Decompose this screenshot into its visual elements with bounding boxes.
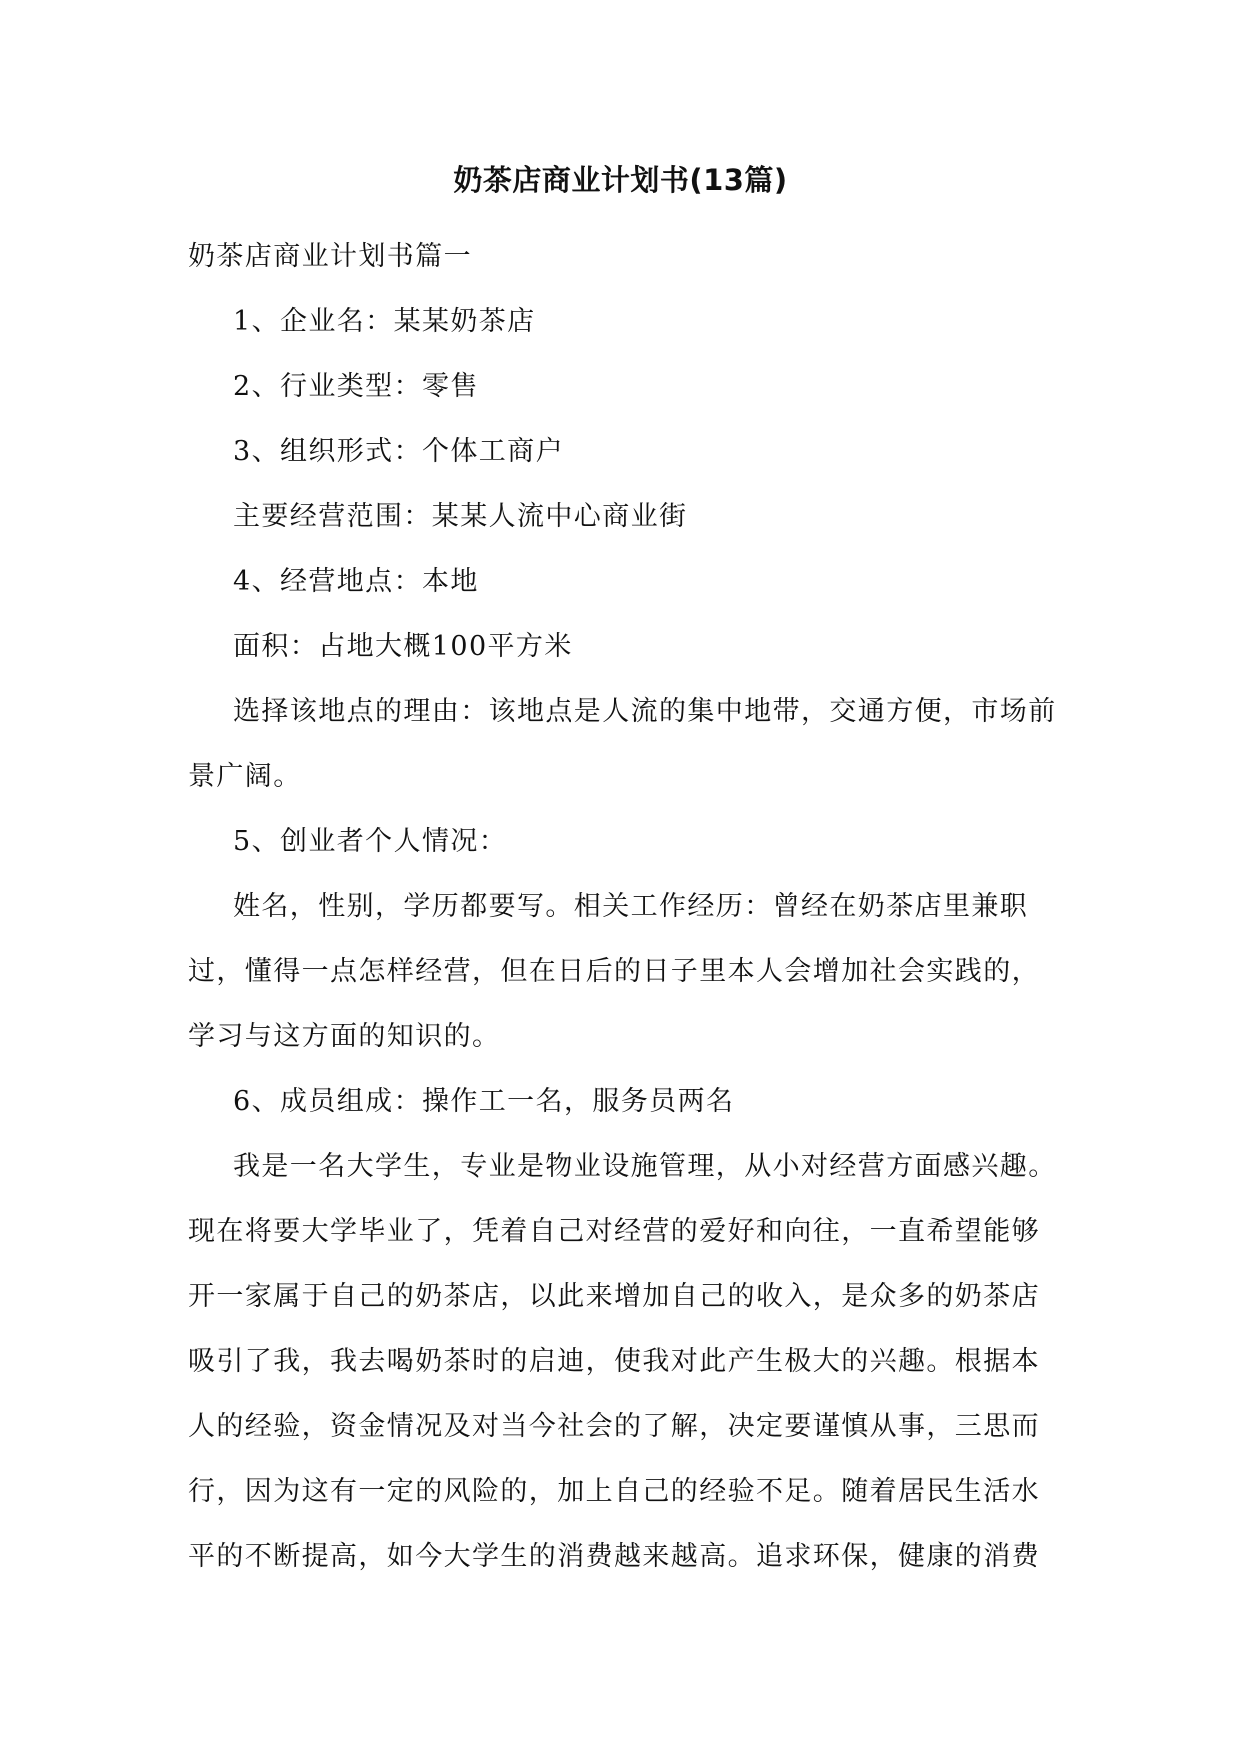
paragraph-industry-type: 2、行业类型：零售 xyxy=(233,371,479,402)
section-heading: 奶茶店商业计划书篇一 xyxy=(188,241,472,272)
paragraph-location: 4、经营地点：本地 xyxy=(233,566,479,597)
document-body xyxy=(188,224,1058,1589)
paragraph-location-reason: 选择该地点的理由：该地点是人流的集中地带，交通方便，市场前景广阔。 xyxy=(188,696,1057,792)
paragraph-business-scope: 主要经营范围：某某人流中心商业街 xyxy=(233,501,688,532)
paragraph-background: 我是一名大学生，专业是物业设施管理，从小对经营方面感兴趣。现在将要大学毕业了，凭着自己对经营的爱好和向往，一直希望能够开一家属于自己的奶茶店，以此来增加自己的收入，是众多的奶茶店吸引了我，我去喝奶茶时的启迪，使我对此产生极大的兴趣。根据本人的经验，资金情况及对当今社会的了解，决定要谨慎从事，三思而行，因为这有一定的风险的，加上自己的经验不足。随着居民生活水平的不断提高，如今大学生的消费越来越高。追求环保，健康的消费 xyxy=(188,1151,1057,1572)
paragraph-area: 面积：占地大概100平方米 xyxy=(233,631,573,662)
document-title: 奶茶店商业计划书(13篇) xyxy=(453,163,788,197)
paragraph-members: 6、成员组成：操作工一名，服务员两名 xyxy=(233,1086,735,1117)
paragraph-organization-form: 3、组织形式：个体工商户 xyxy=(233,436,564,467)
paragraph-founder-details: 姓名，性别，学历都要写。相关工作经历：曾经在奶茶店里兼职过，懂得一点怎样经营，但在日后的日子里本人会增加社会实践的，学习与这方面的知识的。 xyxy=(188,891,1040,1052)
paragraph-founder-heading: 5、创业者个人情况： xyxy=(233,826,508,857)
paragraph-company-name: 1、企业名：某某奶茶店 xyxy=(233,306,536,337)
